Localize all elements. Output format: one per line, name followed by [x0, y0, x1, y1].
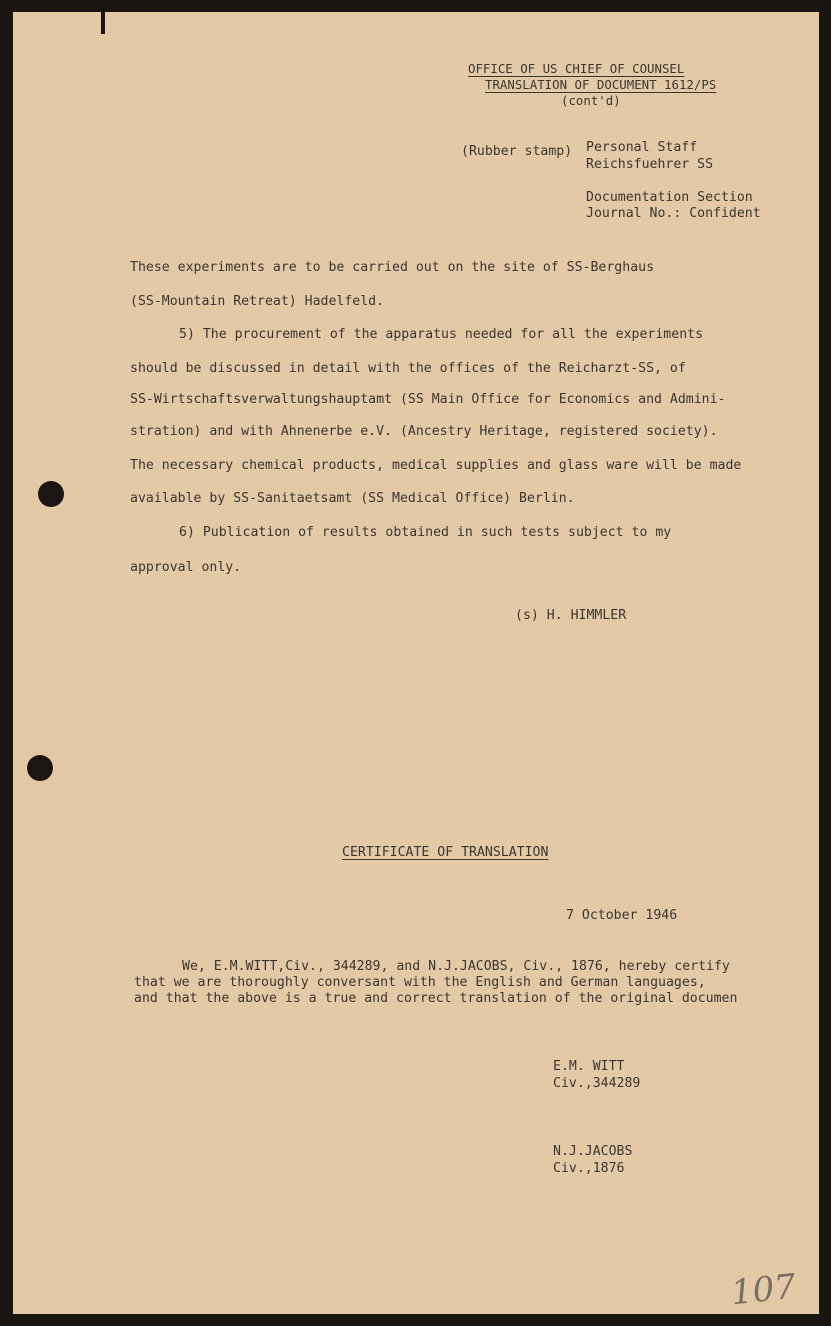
- signer-2-name: N.J.JACOBS: [553, 1144, 633, 1159]
- stamp-label: (Rubber stamp): [461, 144, 573, 159]
- stamp-line-1: Personal Staff: [586, 140, 698, 155]
- signer-2-id: Civ.,1876: [553, 1161, 625, 1176]
- certificate-text-line: We, E.M.WITT,Civ., 344289, and N.J.JACOBS, Civ., 1876, hereby certify: [182, 959, 730, 974]
- certificate-text-line: and that the above is a true and correct translation of the original documen: [134, 991, 738, 1006]
- signer-1-name: E.M. WITT: [553, 1059, 625, 1074]
- page-number: 107: [729, 1266, 798, 1314]
- header-contd: (cont'd): [561, 93, 621, 108]
- body-line: approval only.: [130, 560, 242, 575]
- stamp-line-4: Journal No.: Confident: [586, 206, 761, 221]
- body-line: The necessary chemical products, medical supplies and glass ware will be made: [130, 458, 742, 473]
- body-line: SS-Wirtschaftsverwaltungshauptamt (SS Main Office for Economics and Admini-: [130, 392, 726, 407]
- stamp-line-2: Reichsfuehrer SS: [586, 157, 714, 172]
- certificate-text-line: that we are thoroughly conversant with the English and German languages,: [134, 975, 706, 990]
- body-line: 6) Publication of results obtained in such tests subject to my: [179, 525, 672, 540]
- body-line: available by SS-Sanitaetsamt (SS Medical Office) Berlin.: [130, 491, 575, 506]
- body-line: 5) The procurement of the apparatus needed for all the experiments: [179, 327, 704, 342]
- body-line: (SS-Mountain Retreat) Hadelfeld.: [130, 294, 385, 309]
- certificate-title: CERTIFICATE OF TRANSLATION: [342, 845, 549, 860]
- body-line: stration) and with Ahnenerbe e.V. (Ancestry Heritage, registered society).: [130, 424, 718, 439]
- certificate-date: 7 October 1946: [566, 908, 678, 923]
- signature-himmler: (s) H. HIMMLER: [515, 608, 627, 623]
- header-translation: TRANSLATION OF DOCUMENT 1612/PS: [485, 77, 717, 92]
- staple-mark: [101, 12, 105, 34]
- signer-1-id: Civ.,344289: [553, 1076, 641, 1091]
- punch-hole-top: [38, 481, 64, 507]
- stamp-line-3: Documentation Section: [586, 190, 753, 205]
- body-line: These experiments are to be carried out on the site of SS-Berghaus: [130, 260, 655, 275]
- header-office: OFFICE OF US CHIEF OF COUNSEL: [468, 61, 685, 76]
- document-page: [13, 12, 819, 1314]
- body-line: should be discussed in detail with the offices of the Reicharzt-SS, of: [130, 361, 686, 376]
- punch-hole-bottom: [27, 755, 53, 781]
